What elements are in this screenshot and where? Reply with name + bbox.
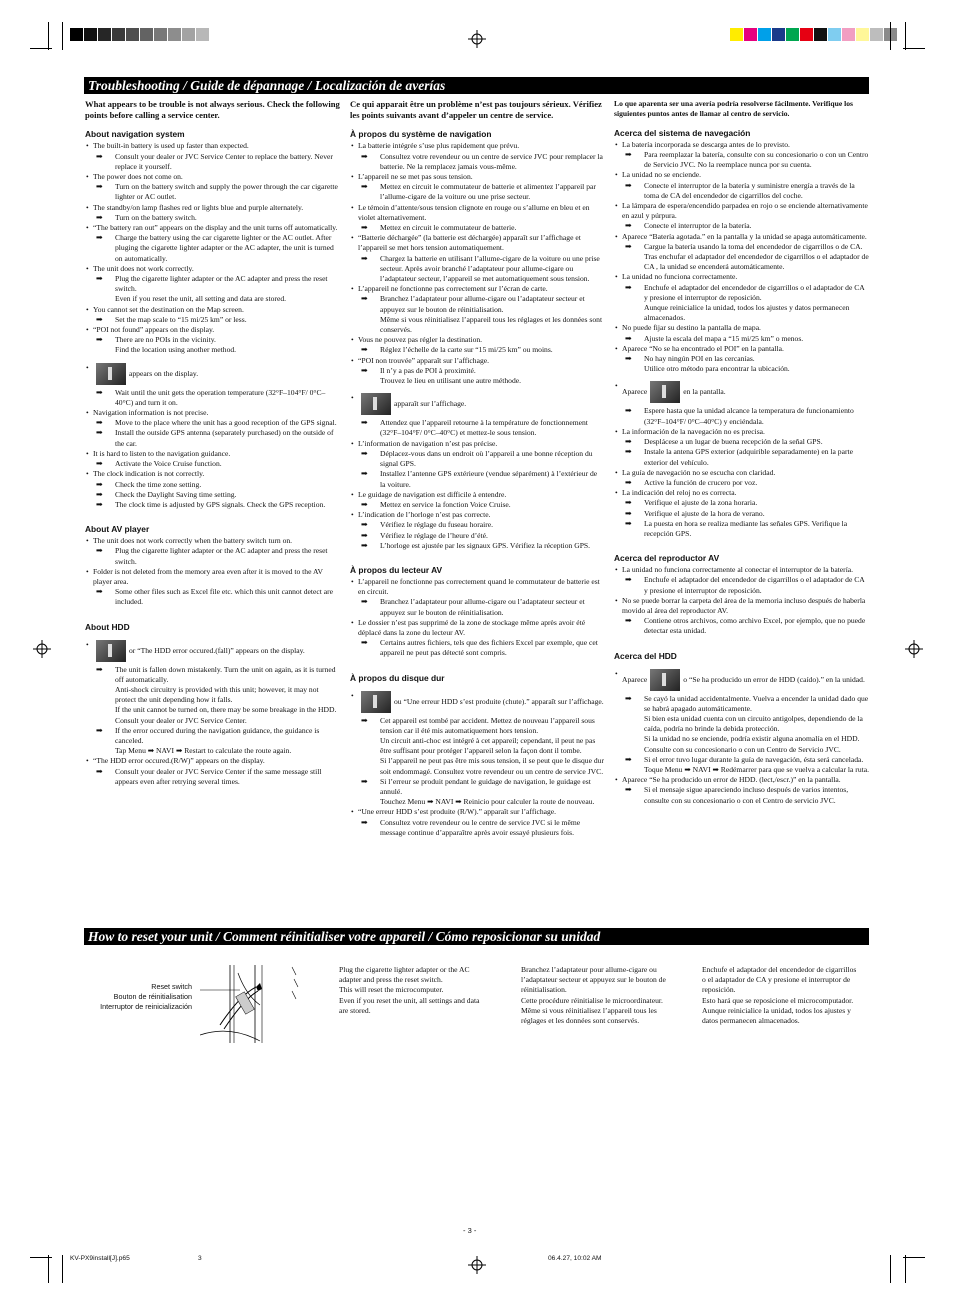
remedy-note: Find the location using another method. (115, 345, 237, 355)
list-item: • No puede fijar su destino la pantalla de mapa. (614, 323, 870, 333)
column-spanish (614, 99, 870, 806)
hdd-error-icon (96, 640, 126, 662)
reset-switch-illustration (200, 965, 308, 1043)
remedy-item: ➡ The unit is fallen down mistakenly. Turn the unit on again, as it is turned off automatically. (85, 665, 341, 685)
remedy-note: Tap Menu ➡ NAVI ➡ Restart to calculate the route again. (115, 746, 292, 756)
remedy-item: ➡ Verifique el ajuste de la hora de verano. (614, 509, 870, 519)
list-item: • “POI not found” appears on the display. (85, 325, 341, 335)
reset-banner: How to reset your unit / Comment réinitialiser votre appareil / Cómo reposicionar su unidad (84, 928, 869, 945)
remedy-item: ➡ Conecte el interruptor de la batería y suministre energía a través de la toma de CA del encendedor de cigarrillos del coche. (614, 181, 870, 201)
remedy-item: ➡ Installez l’antenne GPS extérieure (vendue séparément) à l’extérieur de la voiture. (350, 469, 604, 489)
remedy-item: ➡ Attendez que l’appareil retourne à la température de fonctionnement (32°F–104°F/ 0°C–40°C) et mettez-le sous tension. (350, 418, 604, 438)
temperature-warning-icon (650, 381, 680, 403)
list-item: • The unit does not work correctly. (85, 264, 341, 274)
color-swatch (154, 28, 168, 41)
list-item: • “The HDD error occured.(R/W)” appears on the display. (85, 756, 341, 766)
remedy-note: Même si vous réinitialisez l’appareil tous les réglages et les données sont conservés. (380, 314, 603, 335)
remedy-item: ➡ Some other files such as Excel file etc. which this unit cannot detect are included. (85, 587, 341, 607)
list-item: • “POI non trouvée” apparaît sur l’affichage. (350, 356, 604, 366)
list-item (614, 669, 870, 691)
intro-text: Lo que aparenta ser una avería podría resolverse fácilmente. Verifique los siguientes puntos antes de llamar al centro de servicio. (614, 99, 853, 119)
crop-mark (903, 48, 925, 49)
color-swatch (182, 28, 196, 41)
remedy-item: ➡ Si l’erreur se produit pendant le guidage de navigation, le guidage est annulé. (350, 777, 604, 797)
list-item: • Navigation information is not precise. (85, 408, 341, 418)
list-item: • You cannot set the destination on the Map screen. (85, 305, 341, 315)
remedy-item: ➡ Branchez l’adaptateur pour allume-cigare ou l’adaptateur secteur et appuyez sur le bouton de réinitialisation. (350, 597, 604, 617)
list-item: • Le témoin d’attente/sous tension clignote en rouge ou s’allume en bleu et en violet alternativement. (350, 203, 604, 223)
remedy-note: Si la unidad no se enciende, podría existir alguna anomalía en el HDD. Consulte con su concesionario o con un Centro de Servicio JVC. (644, 734, 860, 754)
color-swatch (126, 28, 140, 41)
list-item: • Aparece “No se ha encontrado el POI” en la pantalla. (614, 344, 870, 354)
section-heading: About HDD (85, 621, 130, 632)
crop-mark (905, 22, 906, 50)
reset-text: Even if you reset the unit, all settings and data are stored. (339, 995, 480, 1015)
list-item: • L’indication de l’horloge n’est pas correcte. (350, 510, 604, 520)
reset-text: Enchufe el adaptador del encendedor de cigarrillos o el adaptador de CA y presione el interruptor de reposición. (702, 965, 857, 995)
list-item: • The clock indication is not correctly. (85, 469, 341, 479)
list-item: • The built-in battery is used up faster than expected. (85, 141, 341, 151)
color-bar-left (70, 28, 210, 41)
section-heading: Acerca del sistema de navegación (614, 127, 751, 138)
list-item-text: or “The HDD error occured.(fall)” appears on the display. (129, 645, 305, 655)
list-item-text: Aparece (622, 387, 648, 397)
list-item: • La información de la navegación no es precisa. (614, 427, 870, 437)
remedy-item: ➡ Se cayó la unidad accidentalmente. Vuelva a encender la unidad dado que se habrá apagado automáticamente. (614, 694, 870, 714)
remedy-item: ➡ Enchufe el adaptador del encendedor de cigarrillos o el adaptador de CA y presione el interruptor de reposición. (614, 575, 870, 595)
reset-label-en: Reset switch (151, 982, 192, 991)
section-heading: Acerca del HDD (614, 650, 677, 661)
list-item: • The power does not come on. (85, 172, 341, 182)
temperature-warning-icon (361, 393, 391, 415)
list-item: • La unidad no funciona correctamente al conectar el interruptor de la batería. (614, 565, 870, 575)
remedy-item: ➡ Plug the cigarette lighter adapter or the AC adapter and press the reset switch. (85, 546, 341, 566)
section-heading: About AV player (85, 524, 150, 535)
remedy-item: ➡ If the error occured during the navigation guidance, the guidance is canceled. (85, 726, 341, 746)
color-swatch (856, 28, 870, 41)
reset-instructions-french (521, 965, 673, 1026)
remedy-item: ➡ Si el mensaje sigue apareciendo incluso después de varios intentos, consulte con su concesionario o con el Centro de servicio JVC. (614, 785, 870, 805)
remedy-item: ➡ Vérifiez le réglage du fuseau horaire. (350, 520, 604, 530)
list-item: • “The battery ran out” appears on the display and the unit turns off automatically. (85, 223, 341, 233)
remedy-item: ➡ Turn on the battery switch and supply the power through the car cigarette lighter or AC outlet. (85, 182, 341, 202)
reset-text: This will reset the microcomputer. (339, 985, 444, 995)
remedy-note: Si l’appareil ne peut pas être mis sous tension, il se peut que le disque dur soit endommagé. Consultez votre revendeur ou un centre de service JVC. (380, 756, 604, 776)
remedy-item: ➡ Verifique el ajuste de la zona horaria. (614, 498, 870, 508)
section-heading: À propos du disque dur (350, 672, 445, 683)
remedy-item: ➡ Chargez la batterie en utilisant l’allume-cigare de la voiture ou une prise secteur. Après avoir branché l’adaptateur pour allume-cigare ou l’adaptateur secteur, l’appareil se met automatiquement sous tension. (350, 254, 604, 285)
remedy-item: ➡ No hay ningún POI en las cercanías. (614, 354, 870, 364)
list-item: • L’information de navigation n’est pas précise. (350, 439, 604, 449)
remedy-item: ➡ Branchez l’adaptateur pour allume-cigare ou l’adaptateur secteur et appuyez sur le bouton de réinitialisation. (350, 294, 604, 314)
crop-mark (30, 1257, 52, 1258)
remedy-item: ➡ Conecte el interruptor de la batería. (614, 221, 870, 231)
registration-mark-icon (905, 640, 923, 658)
list-item (350, 393, 604, 415)
crop-mark (905, 1255, 906, 1283)
color-swatch (196, 28, 210, 41)
crop-mark (48, 1255, 49, 1283)
column-english (85, 99, 341, 787)
reset-text: Branchez l’adaptateur pour allume-cigare ou l’adaptateur secteur et appuyez sur le bouton de réinitialisation. (521, 965, 666, 995)
remedy-item: ➡ Si el error tuvo lugar durante la guía de navegación, ésta será cancelada. (614, 755, 870, 765)
registration-mark-icon (33, 640, 51, 658)
remedy-note: Un circuit anti-choc est intégré à cet appareil; cependant, il peut ne pas être suffisant pour protéger l’appareil selon la façon dont il tombe. (380, 735, 596, 756)
remedy-item: ➡ Move to the place where the unit has a good reception of the GPS signal. (85, 418, 341, 428)
troubleshooting-banner: Troubleshooting / Guide de dépannage / Localización de averías (84, 77, 869, 94)
footer-filename: KV-PX9install[J].p65 (70, 1255, 130, 1262)
remedy-item: ➡ Mettez en service la fonction Voice Cruise. (350, 500, 604, 510)
remedy-note: If the unit cannot be turned on, there may be some breakage in the HDD. Consult your dealer or JVC Service Center. (115, 705, 337, 725)
list-item-text: appears on the display. (129, 368, 199, 378)
list-item: • “Batterie déchargée” (la batterie est déchargée) apparaît sur l’affichage et l’appareil se met hors tension automatiquement. (350, 233, 604, 253)
intro-text: Ce qui apparait être un problème n’est pas toujours sérieux. Vérifiez les points suivants avant d’appeler un centre de service. (350, 99, 602, 121)
remedy-item: ➡ Espere hasta que la unidad alcance la temperatura de funcionamiento (32°F–104°F/ 0°C–40°C) y enciéndala. (614, 406, 870, 426)
remedy-item: ➡ Active la función de crucero por voz. (614, 478, 870, 488)
section-heading: Acerca del reproductor AV (614, 553, 720, 564)
color-swatch (814, 28, 828, 41)
intro-text: What appears to be trouble is not always serious. Check the following points before calling a service center. (85, 99, 340, 121)
color-swatch (112, 28, 126, 41)
registration-mark-icon (468, 30, 486, 48)
color-swatch (730, 28, 744, 41)
remedy-note: Aunque reinicialice la unidad, todos los ajustes y datos permanecen almacenados. (644, 303, 850, 323)
section-heading: À propos du système de navigation (350, 129, 492, 140)
remedy-note: Touchez Menu ➡ NAVI ➡ Reinicio pour calculer la route de nouveau. (380, 797, 595, 807)
reset-text: Esto hará que se reposicione el microcomputador. (702, 995, 854, 1005)
reset-text: Cette procédure réinitialise le microordinateur. Même si vous réinitialisez l’appareil tous les réglages et les données sont conservés. (521, 995, 663, 1026)
list-item (350, 691, 604, 713)
remedy-item: ➡ Vérifiez le réglage de l’heure d’été. (350, 531, 604, 541)
remedy-item: ➡ Consult your dealer or JVC Service Center if the same message still appears even after retrying several times. (85, 767, 341, 787)
list-item: • La indicación del reloj no es correcta. (614, 488, 870, 498)
color-swatch (168, 28, 182, 41)
registration-mark-icon (468, 1256, 486, 1274)
color-swatch (744, 28, 758, 41)
list-item (614, 381, 870, 403)
list-item: • No se puede borrar la carpeta del área de la memoria incluso después de haberla movido al área del reproductor AV. (614, 596, 870, 616)
crop-mark (62, 1255, 63, 1283)
hdd-error-icon (650, 669, 680, 691)
remedy-note: Si bien esta unidad cuenta con un circuito antigolpes, dependiendo de la caída, podría no brinde la debida protección. (644, 713, 863, 734)
hdd-error-icon (361, 691, 391, 713)
list-item: • L’appareil ne fonctionne pas correctement sur l’écran de carte. (350, 284, 604, 294)
list-item: • La unidad no se enciende. (614, 170, 870, 180)
list-item: • L’appareil ne se met pas sous tension. (350, 172, 604, 182)
remedy-item: ➡ Enchufe el adaptador del encendedor de cigarrillos o el adaptador de CA y presione el interruptor de reposición. (614, 283, 870, 303)
remedy-item: ➡ Il n’y a pas de POI à proximité. (350, 366, 604, 376)
remedy-item: ➡ The clock time is adjusted by GPS signals. Check the GPS reception. (85, 500, 341, 510)
reset-instructions-english (339, 965, 489, 1016)
remedy-item: ➡ Consultez votre revendeur ou un centre de service JVC pour remplacer la batterie. Ne la remplacez jamais vous-même. (350, 152, 604, 172)
color-bar-right (730, 28, 898, 41)
reset-label-fr: Bouton de réinitialisation (113, 991, 192, 1001)
remedy-item: ➡ Activate the Voice Cruise function. (85, 459, 341, 469)
remedy-item: ➡ Desplácese a un lugar de buena recepción de la señal GPS. (614, 437, 870, 447)
remedy-item: ➡ Contiene otros archivos, como archivo Excel, por ejemplo, que no puede detectar esta unidad. (614, 616, 870, 636)
remedy-item: ➡ Set the map scale to “15 mi/25 km” or less. (85, 315, 341, 325)
remedy-item: ➡ Consult your dealer or JVC Service Center to replace the battery. Never replace it yourself. (85, 152, 341, 172)
remedy-note: Even if you reset the unit, all setting and data are stored. (115, 294, 287, 304)
crop-mark (30, 48, 52, 49)
remedy-note: Anti-shock circuitry is provided with this unit; however, it may not protect the unit depending how it falls. (115, 684, 319, 705)
list-item-text: apparaît sur l’affichage. (394, 399, 467, 409)
list-item: • La batería incorporada se descarga antes de lo previsto. (614, 140, 870, 150)
crop-mark (890, 22, 891, 50)
color-swatch (758, 28, 772, 41)
remedy-item: ➡ Turn on the battery switch. (85, 213, 341, 223)
remedy-item: ➡ Consultez votre revendeur ou le centre de service JVC si le même message continue d’apparaître après avoir essayé plusieurs fois. (350, 818, 604, 838)
reset-switch-labels (60, 982, 192, 1011)
list-item: • Le guidage de navigation est difficile à entendre. (350, 490, 604, 500)
remedy-item: ➡ Check the time zone setting. (85, 480, 341, 490)
remedy-item: ➡ Para reemplazar la batería, consulte con su concesionario o con un Centro de Servicio JVC. No la reemplace nunca por su cuenta. (614, 150, 870, 170)
color-swatch (98, 28, 112, 41)
remedy-item: ➡ Mettez en circuit le commutateur de batterie. (350, 223, 604, 233)
remedy-note: Utilice otro método para encontrar la ubicación. (644, 364, 790, 374)
temperature-warning-icon (96, 363, 126, 385)
list-item: • La lámpara de espera/encendido parpadea en rojo o se enciende alternativamente en azul y púrpura. (614, 201, 870, 221)
remedy-item: ➡ Ajuste la escala del mapa a “15 mi/25 km” o menos. (614, 334, 870, 344)
color-swatch (884, 28, 898, 41)
list-item: • La guía de navegación no se escucha con claridad. (614, 468, 870, 478)
reset-instructions-spanish (702, 965, 857, 1026)
page-number: - 3 - (463, 1226, 477, 1235)
section-heading: About navigation system (85, 129, 185, 140)
list-item: • La batterie intégrée s’use plus rapidement que prévu. (350, 141, 604, 151)
color-swatch (870, 28, 884, 41)
list-item: • The standby/on lamp flashes red or lights blue and purple alternately. (85, 203, 341, 213)
remedy-item: ➡ Wait until the unit gets the operation temperature (32°F–104°F/ 0°C–40°C) and turn it on. (85, 388, 341, 408)
list-item: • It is hard to listen to the navigation guidance. (85, 449, 341, 459)
color-swatch (772, 28, 786, 41)
color-swatch (842, 28, 856, 41)
remedy-note: Toque Menu ➡ NAVI ➡ Redémarrer para que se vuelva a calcular la ruta. (644, 764, 870, 774)
list-item: • “Une erreur HDD s’est produite (R/W).” apparaît sur l’affichage. (350, 807, 604, 817)
remedy-item: ➡ There are no POIs in the vicinity. (85, 335, 341, 345)
crop-mark (890, 1255, 891, 1283)
list-item-text: o “Se ha producido un error de HDD (caído).” en la unidad. (683, 674, 865, 684)
remedy-item: ➡ Mettez en circuit le commutateur de batterie et alimentez l’appareil par l’allume-cigare de la voiture ou une prise secteur. (350, 182, 604, 202)
reset-text: Aunque reinicialice la unidad, todos los ajustes y datos permanecen almacenados. (702, 1005, 851, 1026)
remedy-item: ➡ La puesta en hora se realiza mediante las señales GPS. Verifique la recepción GPS. (614, 519, 870, 539)
remedy-item: ➡ Charge the battery using the car cigarette lighter or the AC outlet. After pluging the cigarette lighter adapter or the AC adapter, the unit is turned on automatically. (85, 233, 341, 264)
remedy-item: ➡ Certains autres fichiers, tels que des fichiers Excel par exemple, que cet appareil ne peut pas détecté sont compris. (350, 638, 604, 658)
remedy-item: ➡ Plug the cigarette lighter adapter or the AC adapter and press the reset switch. (85, 274, 341, 294)
color-swatch (140, 28, 154, 41)
color-swatch (828, 28, 842, 41)
remedy-item: ➡ Install the outside GPS antenna (separately purchased) on the outside of the car. (85, 428, 341, 448)
remedy-item: ➡ Réglez l’échelle de la carte sur “15 mi/25 km” ou moins. (350, 345, 604, 355)
remedy-item: ➡ Cargue la batería usando la toma del encendedor de cigarrillos o de CA. Tras enchufar el adaptador del encendedor de cigarrillos o el adaptador de CA , la unidad se encenderá automáticamente. (614, 242, 870, 273)
list-item-text: ou “Une erreur HDD s’est produite (chute).” apparaît sur l’affichage. (394, 696, 604, 706)
list-item: • Folder is not deleted from the memory area even after it is moved to the AV player area. (85, 567, 341, 587)
remedy-item: ➡ Déplacez-vous dans un endroit où l’appareil a une bonne réception du signal GPS. (350, 449, 604, 469)
list-item-text: Aparece (622, 674, 648, 684)
footer-date: 06.4.27, 10:02 AM (548, 1255, 602, 1262)
remedy-item: ➡ L’horloge est ajustée par les signaux GPS. Vérifiez la réception GPS. (350, 541, 604, 551)
reset-label-es: Interruptor de reinicialización (100, 1001, 192, 1011)
remedy-note: Trouvez le lieu en utilisant une autre méthode. (380, 376, 522, 386)
list-item: • Aparece “Batería agotada.” en la pantalla y la unidad se apaga automáticamente. (614, 232, 870, 242)
list-item (85, 640, 341, 662)
list-item: • The unit does not work correctly when the battery switch turn on. (85, 536, 341, 546)
list-item: • Vous ne pouvez pas régler la destination. (350, 335, 604, 345)
list-item: • Aparece “Se ha producido un error de HDD. (lect,/escr.)” en la pantalla. (614, 775, 870, 785)
remedy-item: ➡ Check the Daylight Saving time setting. (85, 490, 341, 500)
crop-mark (903, 1257, 925, 1258)
list-item: • L’appareil ne fonctionne pas correctement quand le commutateur de batterie est en circuit. (350, 577, 604, 597)
list-item: • La unidad no funciona correctamente. (614, 272, 870, 282)
column-french (350, 99, 604, 838)
list-item (85, 363, 341, 385)
crop-mark (48, 22, 49, 50)
color-swatch (800, 28, 814, 41)
remedy-item: ➡ Instale la antena GPS exterior (adquirible separadamente) en la parte exterior del vehículo. (614, 447, 870, 467)
footer-number: 3 (198, 1255, 202, 1262)
color-swatch (84, 28, 98, 41)
list-item: • Le dossier n’est pas supprimé de la zone de stockage même après avoir été déplacé dans la zone du lecteur AV. (350, 618, 604, 638)
reset-text: Plug the cigarette lighter adapter or the AC adapter and press the reset switch. (339, 965, 470, 985)
color-swatch (786, 28, 800, 41)
crop-mark (62, 22, 63, 50)
list-item-text: en la pantalla. (683, 387, 726, 397)
remedy-item: ➡ Cet appareil est tombé par accident. Mettez de nouveau l’appareil sous tension car il été mis automatiquement hors tension. (350, 716, 604, 736)
section-heading: À propos du lecteur AV (350, 564, 443, 575)
color-swatch (70, 28, 84, 41)
